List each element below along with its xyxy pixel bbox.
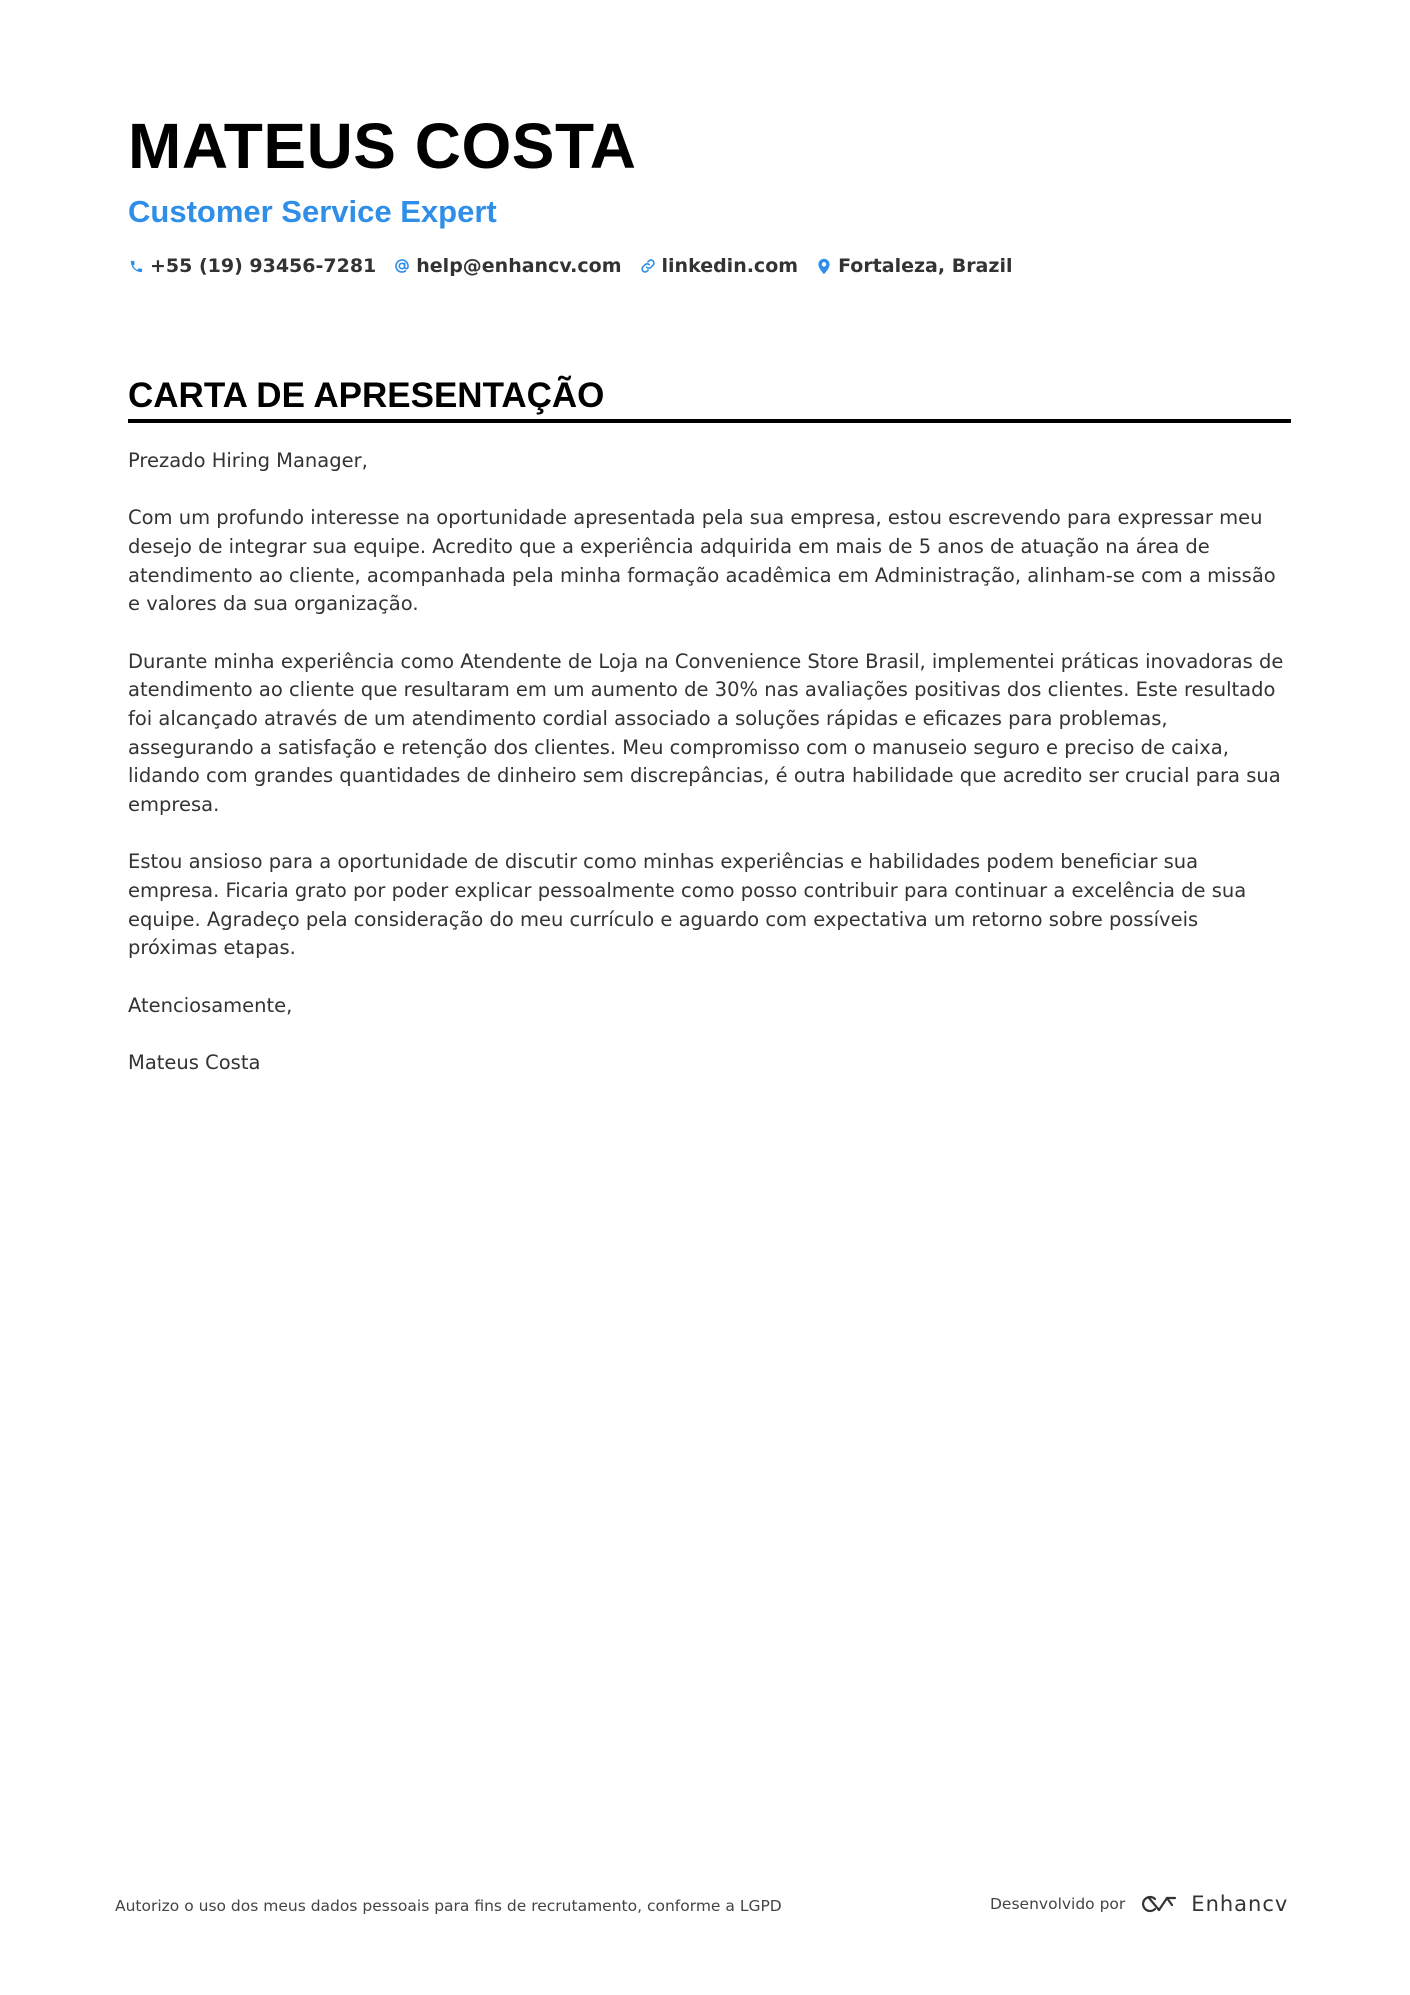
letter-paragraph-1: Com um profundo interesse na oportunidade apresentada pela sua empresa, estou escrevendo para expressar meu desejo de integrar sua equipe. Acredito que a experiência adquirida em mais de 5 anos de atuação na área de atendimento ao cliente, acompanhada pela minha formação acadêmica em Administração, alinham-se com a missão e valores da sua organização. xyxy=(128,506,1276,616)
candidate-role: Customer Service Expert xyxy=(128,194,497,229)
letter-signature: Mateus Costa xyxy=(128,1050,261,1074)
contact-linkedin[interactable] xyxy=(640,252,799,280)
letter-paragraph-3: Estou ansioso para a oportunidade de discutir como minhas experiências e habilidades podem beneficiar sua empresa. Ficaria grato por poder explicar pessoalmente como posso contribuir para continuar a excelência de sua equipe. Agradeço pela consideração do meu currículo e aguardo com expectativa um retorno sobre possíveis próximas etapas. xyxy=(128,850,1247,960)
contact-phone xyxy=(128,252,376,280)
letter-body xyxy=(128,447,1291,1077)
brand-name: Enhancv xyxy=(1191,1892,1289,1916)
consent-note: Autorizo o uso dos meus dados pessoais para fins de recrutamento, conforme a LGPD xyxy=(115,1897,782,1915)
contact-location xyxy=(816,252,1012,280)
section-title: CARTA DE APRESENTAÇÃO xyxy=(128,376,605,415)
powered-by[interactable] xyxy=(990,1886,1288,1922)
section-divider xyxy=(128,419,1291,423)
at-icon xyxy=(394,258,410,274)
contact-linkedin-text: linkedin.com xyxy=(661,255,799,277)
letter-closing: Atenciosamente, xyxy=(128,993,293,1017)
contact-email[interactable] xyxy=(394,252,621,280)
phone-icon xyxy=(128,258,144,274)
cover-letter-page xyxy=(128,108,1291,1106)
link-icon xyxy=(640,258,656,274)
contact-bar xyxy=(128,251,1291,281)
candidate-name: MATEUS COSTA xyxy=(128,110,637,182)
letter-paragraph-2: Durante minha experiência como Atendente de Loja na Convenience Store Brasil, implementei práticas inovadoras de atendimento ao cliente que resultaram em um aumento de 30% nas avaliações positivas dos clientes. Este resultado foi alcançado através de um atendimento cordial associado a soluções rápidas e eficazes para problemas, assegurando a satisfação e retenção dos clientes. Meu compromisso com o manuseio seguro e preciso de caixa, lidando com grandes quantidades de dinheiro sem discrepâncias, é outra habilidade que acredito ser crucial para sua empresa. xyxy=(128,649,1284,817)
contact-phone-text: +55 (19) 93456-7281 xyxy=(150,255,377,277)
powered-by-label: Desenvolvido por xyxy=(990,1895,1126,1913)
contact-email-text: help@enhancv.com xyxy=(416,255,622,277)
enhancv-logo-icon xyxy=(1135,1892,1181,1916)
letter-greeting: Prezado Hiring Manager, xyxy=(128,449,368,472)
contact-location-text: Fortaleza, Brazil xyxy=(838,255,1013,277)
location-pin-icon xyxy=(816,258,832,274)
